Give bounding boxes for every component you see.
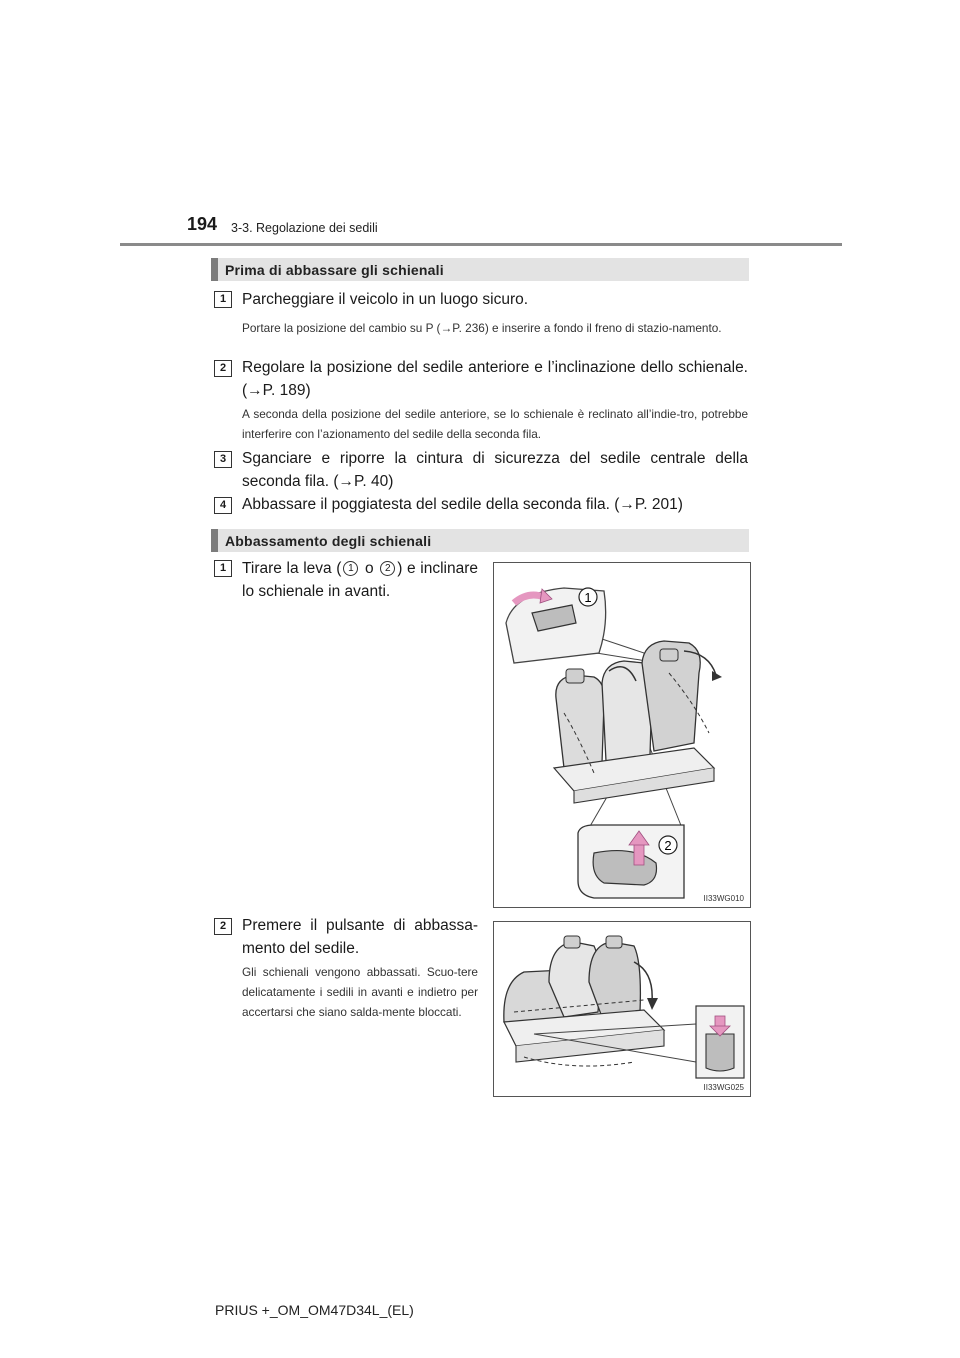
step-number-box: 3 — [214, 451, 232, 468]
chapter-title: 3-3. Regolazione dei sedili — [231, 221, 378, 235]
section-heading-text: Abbassamento degli schienali — [225, 532, 432, 549]
step-text: Premere il pulsante di abbassa-mento del sedile. — [242, 917, 478, 957]
callout-2: 2 — [664, 838, 672, 853]
figure-seat-button — [493, 921, 751, 1097]
section-heading-bar — [211, 529, 218, 552]
page-number: 194 — [187, 214, 218, 234]
circled-number-1: 1 — [343, 561, 358, 576]
document-code: PRIUS +_OM_OM47D34L_(EL) — [215, 1302, 414, 1318]
seat-button-illustration — [494, 922, 750, 1096]
figure-code: II33WG025 — [703, 1083, 744, 1092]
section-heading-text: Prima di abbassare gli schienali — [225, 261, 444, 278]
step-note: Portare la posizione del cambio su P (→P. 236) e inserire a fondo il freno di stazio-namento. — [242, 321, 722, 335]
section-heading-before-folding — [211, 258, 749, 281]
figure-seat-lever — [493, 562, 751, 908]
step-number-box: 2 — [214, 360, 232, 377]
step-number-box: 2 — [214, 918, 232, 935]
step-text — [242, 557, 478, 603]
step-text: Parcheggiare il veicolo in un luogo sicuro. — [242, 291, 529, 308]
figure-code: II33WG010 — [703, 894, 744, 903]
section-heading-folding — [211, 529, 749, 552]
step-number-box: 1 — [214, 291, 232, 308]
step-text-part: o — [360, 560, 379, 577]
step-number-box: 4 — [214, 497, 232, 514]
header-rule — [120, 243, 842, 246]
circled-number-2: 2 — [380, 561, 395, 576]
step-note: Gli schienali vengono abbassati. Scuo-tere delicatamente i sedili in avanti e indietro per accertarsi che siano salda-mente bloccati. — [242, 965, 478, 1019]
step-text-part: ) e inclinare lo schienale in avanti. — [242, 560, 479, 600]
step-text: Regolare la posizione del sedile anteriore e l’inclinazione dello schienale. (→P. 189) — [242, 359, 748, 399]
callout-1: 1 — [584, 590, 592, 605]
step-text-part: Tirare la leva ( — [242, 560, 342, 577]
step-note: A seconda della posizione del sedile anteriore, se lo schienale è reclinato all’indie-tro, potrebbe interferire con l’azionamento del sedile della seconda fila. — [242, 407, 748, 441]
seat-lever-illustration — [494, 563, 750, 907]
step-text: Abbassare il poggiatesta del sedile della seconda fila. (→P. 201) — [242, 496, 683, 513]
section-heading-bar — [211, 258, 218, 281]
step-number-box: 1 — [214, 560, 232, 577]
step-text: Sganciare e riporre la cintura di sicurezza del sedile centrale della seconda fila. (→P. 40) — [242, 450, 748, 490]
